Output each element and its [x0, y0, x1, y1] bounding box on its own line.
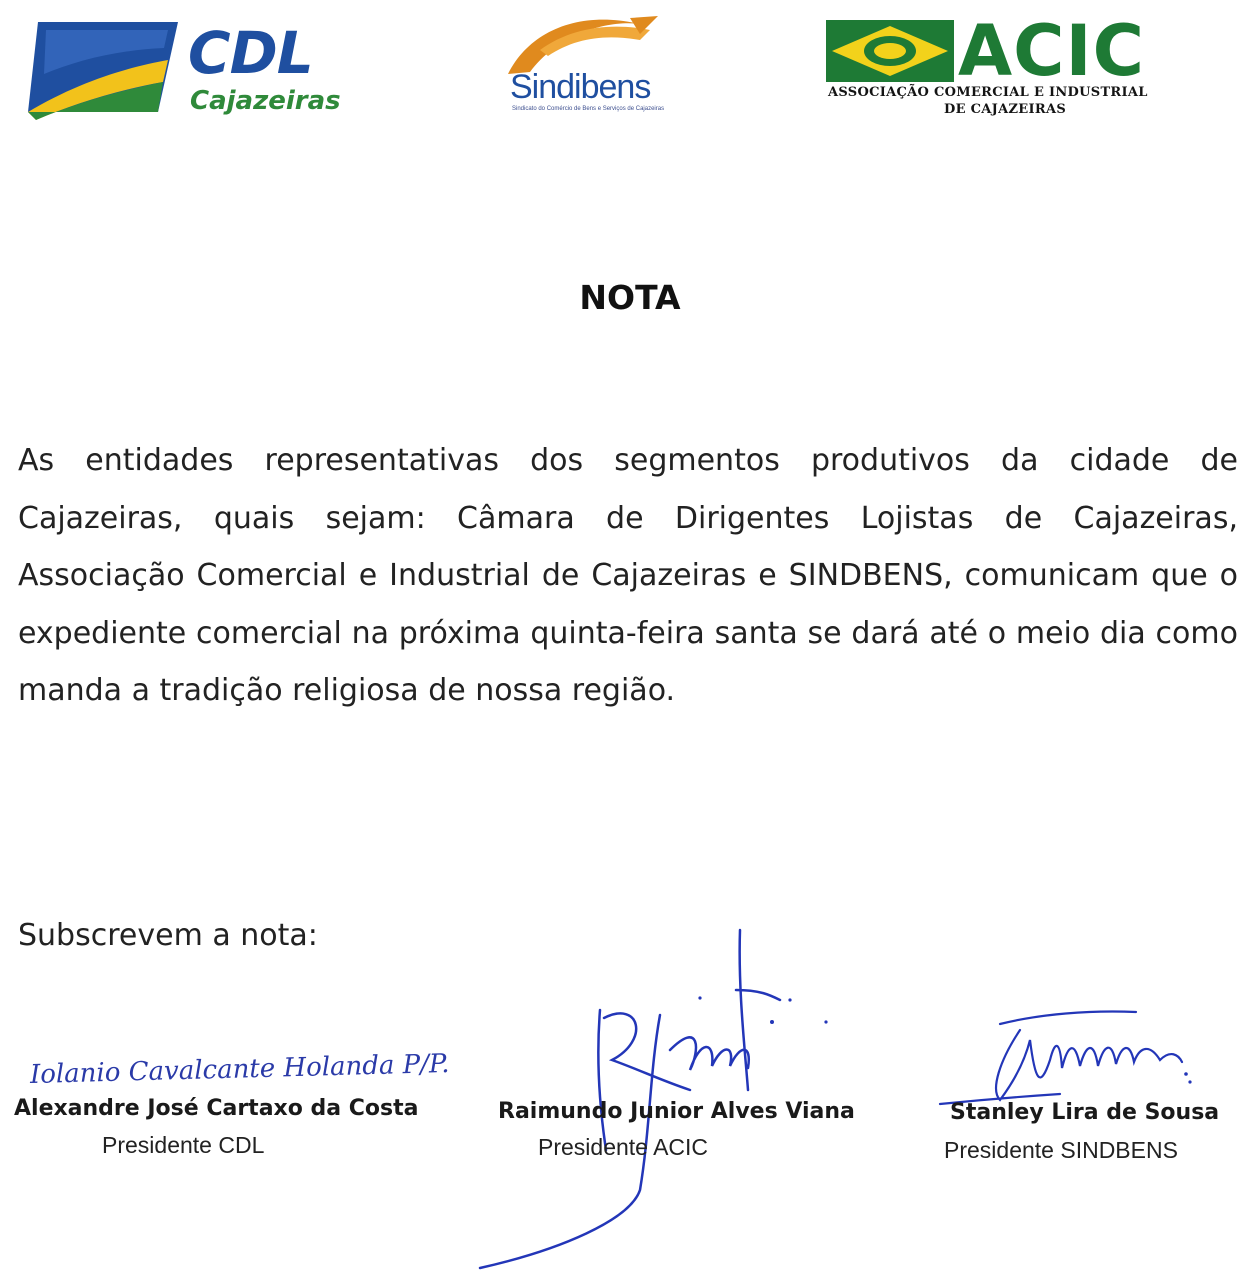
acic-subtitle-line1: ASSOCIAÇÃO COMERCIAL E INDUSTRIAL [828, 85, 1148, 100]
acic-title: ACIC [958, 10, 1145, 92]
signatory-role-cdl: Presidente CDL [102, 1132, 265, 1158]
document-body: As entidades representativas dos segmentos produtivos da cidade de Cajazeiras, quais sejam: Câmara de Dirigentes Lojistas de Cajazeiras, Associação Comercial e Industrial de Cajazeiras e SINDBENS, comunicam que o expediente comercial na próxima quinta-feira santa se dará até o meio dia como manda a tradição religiosa de nossa região. [18, 443, 1238, 708]
cdl-subtitle: Cajazeiras [190, 86, 341, 116]
handwritten-signature-note: Iolanio Cavalcante Holanda P/P. [29, 1049, 450, 1090]
signatory-name-sindbens: Stanley Lira de Sousa [950, 1100, 1220, 1125]
signatory-role-sindbens: Presidente SINDBENS [944, 1137, 1178, 1163]
signature-sindbens [940, 1012, 1182, 1105]
subscribe-label: Subscrevem a nota: [18, 918, 318, 953]
acic-subtitle-line2: DE CAJAZEIRAS [944, 102, 1067, 117]
signatory-role-acic: Presidente ACIC [538, 1134, 709, 1160]
sindibens-subtitle: Sindicato do Comércio de Bens e Serviços de Cajazeiras [512, 106, 665, 112]
cdl-title: CDL [188, 19, 313, 87]
signatory-name-cdl: Alexandre José Cartaxo da Costa [14, 1096, 419, 1121]
sindibens-title: Sindibens [510, 68, 651, 106]
document-title: NOTA [579, 278, 681, 317]
signatory-name-acic: Raimundo Junior Alves Viana [498, 1099, 855, 1124]
